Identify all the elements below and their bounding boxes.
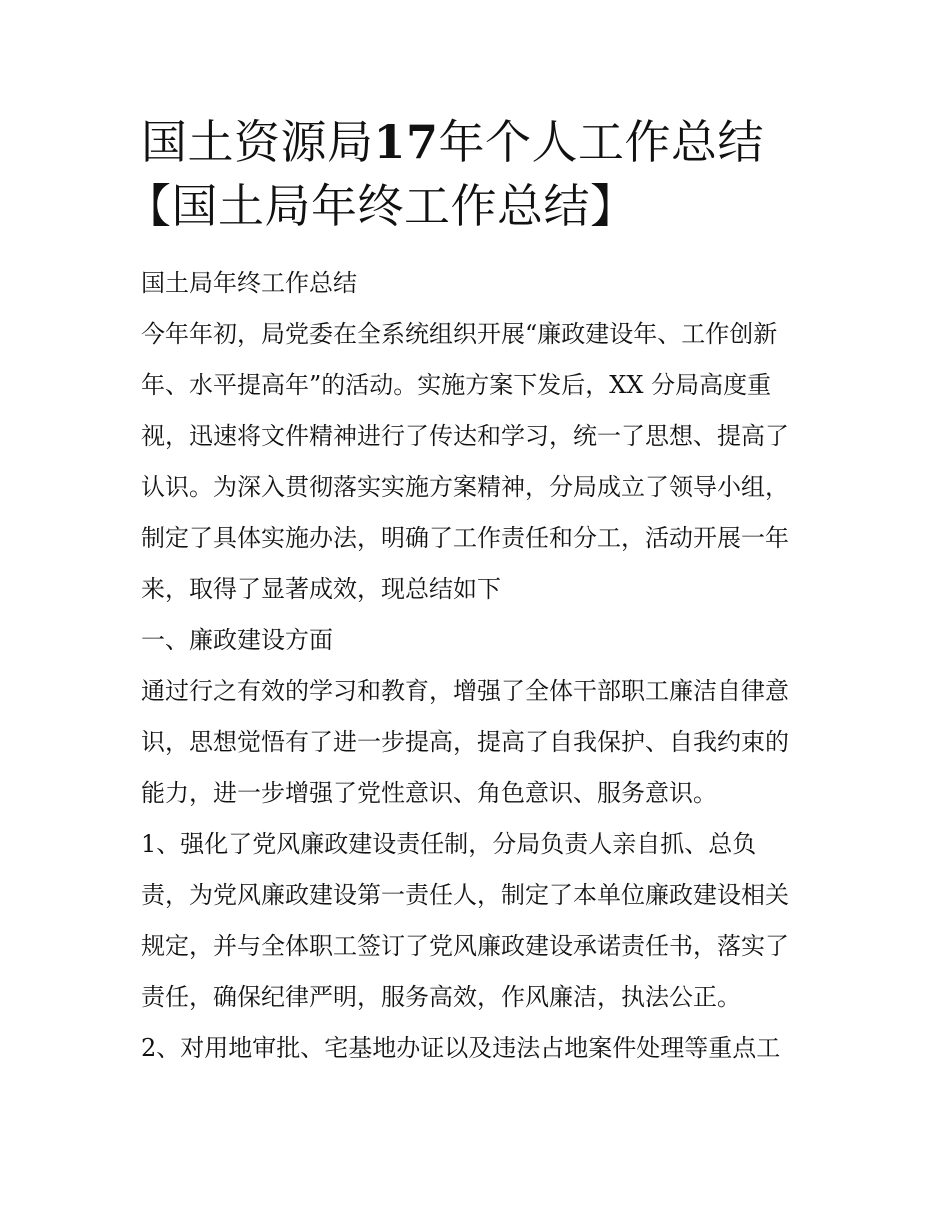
text-line: 1、强化了党风廉政建设责任制，分局负责人亲自抓、总负 <box>141 830 757 858</box>
item-1-paragraph <box>141 819 813 1023</box>
text-line: 视，迅速将文件精神进行了传达和学习，统一了思想、提高了 <box>141 422 789 450</box>
text-line: 规定，并与全体职工签订了党风廉政建设承诺责任书，落实了 <box>141 932 789 960</box>
subtitle-paragraph <box>141 258 813 309</box>
text-line: 一、廉政建设方面 <box>141 626 333 654</box>
text-line: 制定了具体实施办法，明确了工作责任和分工，活动开展一年 <box>141 524 789 552</box>
text-line: 能力，进一步增强了党性意识、角色意识、服务意识。 <box>141 779 717 807</box>
document-title <box>125 110 813 238</box>
text-line: 年、水平提高年”的活动。实施方案下发后，XX 分局高度重 <box>141 371 772 399</box>
title-line-2: 【国土局年终工作总结】 <box>125 179 637 233</box>
text-line: 认识。为深入贯彻落实实施方案精神，分局成立了领导小组， <box>141 473 789 501</box>
text-line: 国土局年终工作总结 <box>141 269 357 297</box>
title-suffix: 年个人工作总结 <box>438 115 765 169</box>
intro-paragraph <box>141 309 813 615</box>
title-year: 17 <box>373 115 439 169</box>
text-line: 来，取得了显著成效，现总结如下 <box>141 575 501 603</box>
document-content <box>125 110 813 1074</box>
text-line: 通过行之有效的学习和教育，增强了全体干部职工廉洁自律意 <box>141 677 789 705</box>
section-heading <box>141 615 813 666</box>
item-2-paragraph <box>141 1023 813 1074</box>
section-paragraph <box>141 666 813 819</box>
text-line: 2、对用地审批、宅基地办证以及违法占地案件处理等重点工 <box>141 1034 781 1062</box>
document-body <box>141 258 813 1074</box>
text-line: 责，为党风廉政建设第一责任人，制定了本单位廉政建设相关 <box>141 881 789 909</box>
title-prefix: 国土资源局 <box>141 115 374 169</box>
title-line-1 <box>141 110 813 174</box>
text-line: 今年年初，局党委在全系统组织开展“廉政建设年、工作创新 <box>141 320 778 348</box>
text-line: 识，思想觉悟有了进一步提高，提高了自我保护、自我约束的 <box>141 728 789 756</box>
text-line: 责任，确保纪律严明，服务高效，作风廉洁，执法公正。 <box>141 983 741 1011</box>
